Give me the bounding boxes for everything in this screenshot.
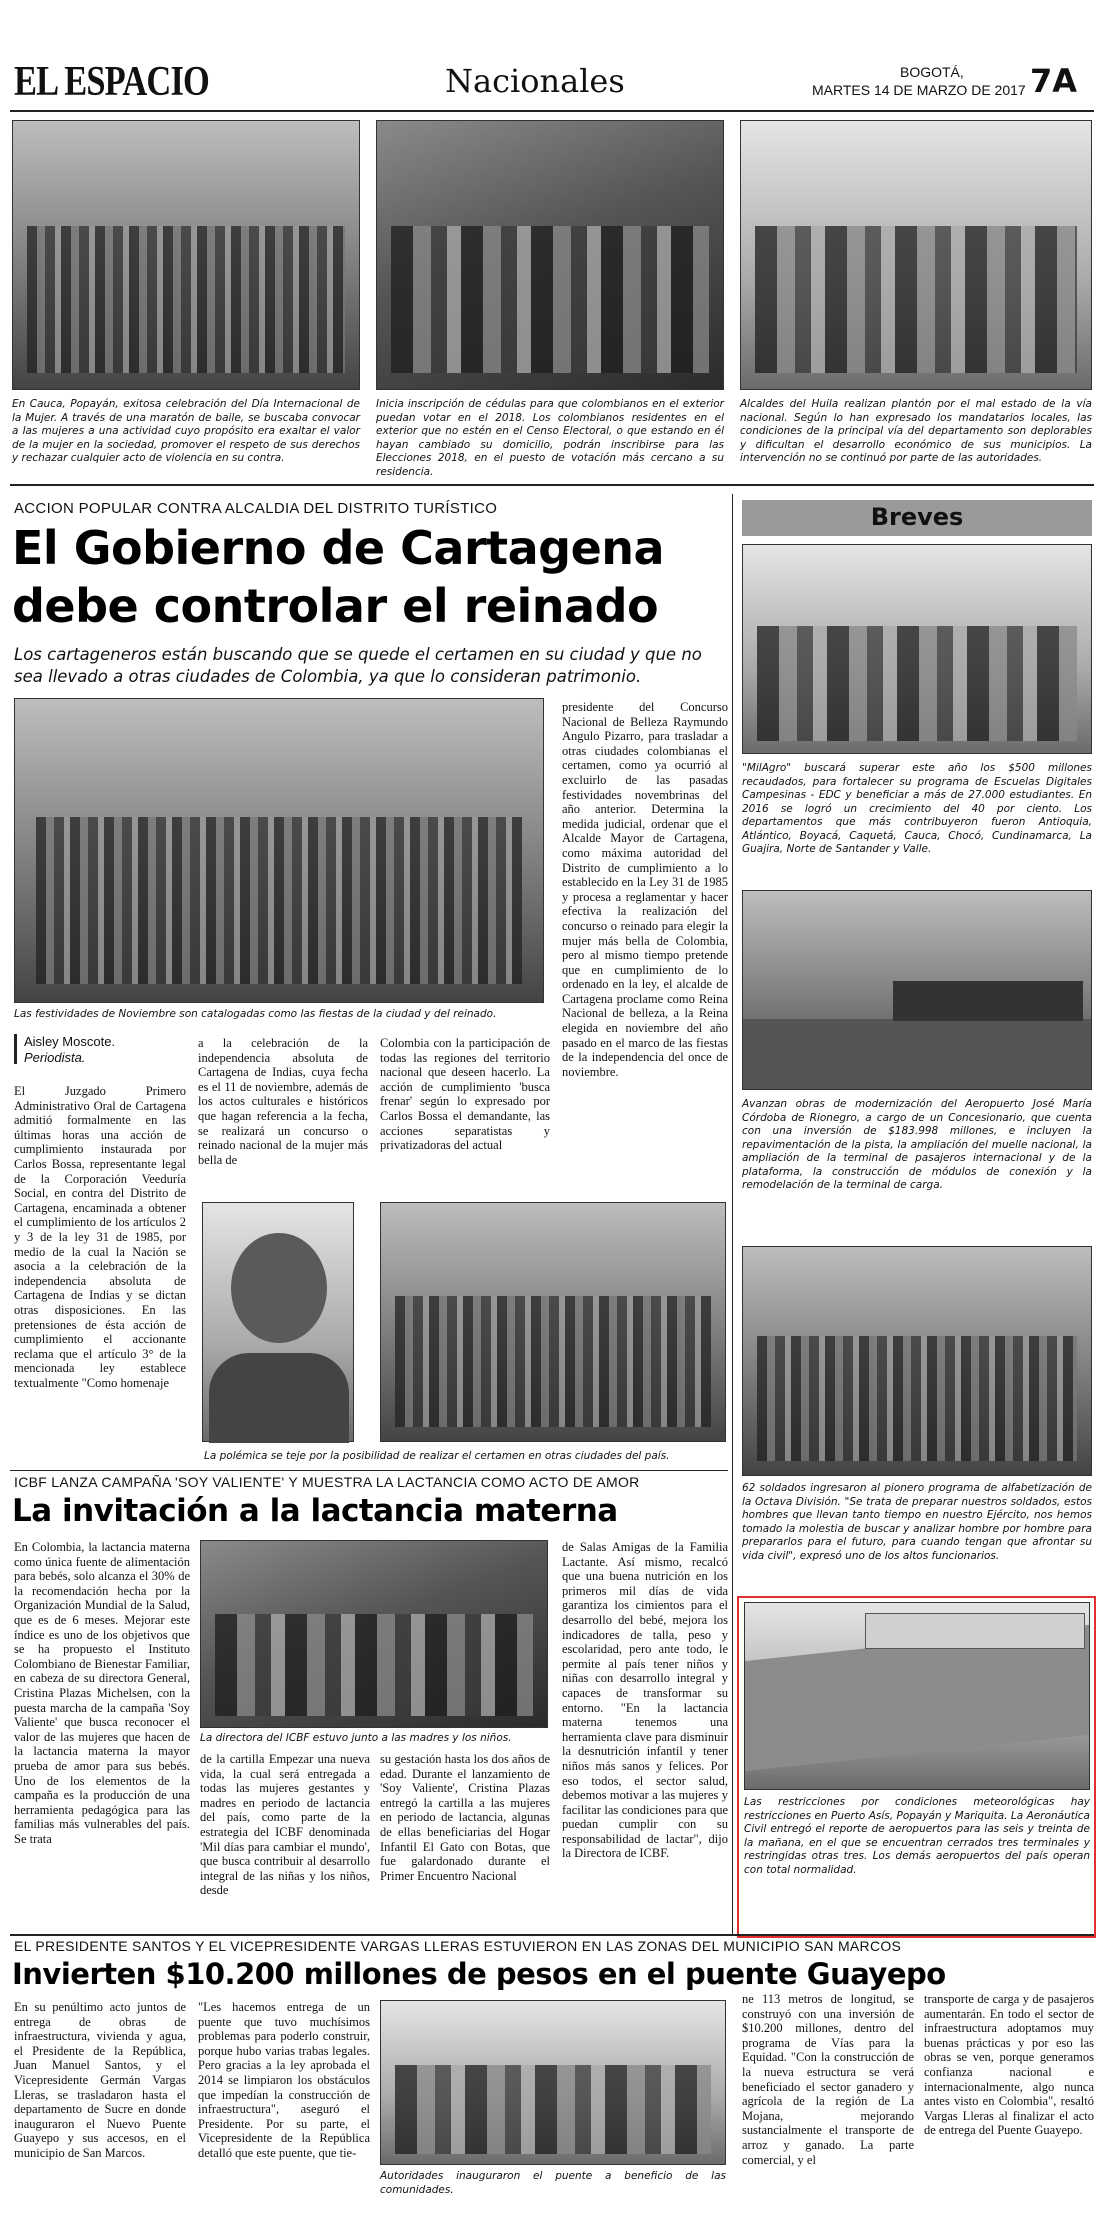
caption-soldiers: 62 soldados ingresaron al pionero programa de alfabetización de la Octava División. "Se trata de preparar nuestros soldados, estos hombres que llevan tanto tiempo en nuestro Ejército, nos hemos tomado la molestia de buscar y analizar hombre por hombre para prepararlos para el futuro, para cuando tengan que afrontar su vida civil", expresó uno de los altos funcionarios. bbox=[742, 1482, 1092, 1562]
article3-col2: "Les hacemos entrega de un puente que tuvo muchísimos problemas para poderlo construir, porque hubo varias trabas legales. Pero gracias a la ley aprobada el 2014 se limpiaron los obstáculos que impedían la construcción de infraestructura", aseguró el Presidente. Por su parte, el Vicepresidente de la República detalló que este puente, que tie- bbox=[198, 2000, 370, 2160]
article2-kicker: ICBF LANZA CAMPAÑA 'SOY VALIENTE' Y MUESTRA LA LACTANCIA COMO ACTO DE AMOR bbox=[14, 1474, 640, 1490]
article3-top-rule bbox=[10, 1934, 1094, 1936]
airport-terminal bbox=[893, 981, 1083, 1021]
photo-huila-mayors bbox=[740, 120, 1092, 390]
article1-kicker: ACCION POPULAR CONTRA ALCALDIA DEL DISTRITO TURÍSTICO bbox=[14, 500, 498, 517]
portrait-figure bbox=[231, 1233, 327, 1343]
photo-milagro bbox=[742, 544, 1092, 754]
page-number: 7A bbox=[1030, 62, 1078, 100]
article2-col3: su gestación hasta los dos años de edad. Durante el lanzamiento de 'Soy Valiente', Cristina Plazas entregó la cartilla a las mujeres en periodo de lactancia, algunas de ellas beneficiarias del Hogar Infantil El Gato con Botas, que fue galardonado durante el Primer Encuentro Nacional bbox=[380, 1752, 550, 1883]
photo-airport-rionegro bbox=[742, 890, 1092, 1090]
article1-col4: presidente del Concurso Nacional de Belleza Raymundo Angulo Pizarro, para trasladar a otras ciudades colombianas el certamen, como ya ocurrió al excluirlo de las pasadas festividades novembrinas del año anterior. Determina la medida judicial, ordenar que el Alcalde Mayor de Cartagena, como máxima autoridad del Distrito de cumplimiento a lo establecido en la Ley 31 de 1985 y procesa a reglamentar y hacer efectiva la realización del concurso o reinado para elegir la mujer más bella de Colombia, pero al mismo tiempo pretende que en cumplimiento de lo ordenado en la ley, el alcalde de Cartagena proclame como Reina Nacional de belleza, a la Reina elegida en noviembre del año pasado en el marco de las fiestas de la independencia del once de noviembre. bbox=[562, 700, 728, 1079]
caption-icbf: La directora del ICBF estuvo junto a las madres y los niños. bbox=[200, 1732, 512, 1744]
photo-icbf bbox=[200, 1540, 548, 1728]
top-strip-rule bbox=[10, 484, 1094, 486]
article2-col1: En Colombia, la lactancia materna como única fuente de alimentación para bebés, solo alcanza el 30% de la recomendación hecha por la Organización Mundial de la Salud, que es de 6 meses. Mejorar este índice es uno de los objetivos que se ha propuesto el Instituto Colombiano de Bienestar Familiar, en cabeza de su directora General, Cristina Plazas Michelsen, con la puesta marcha de la campaña 'Soy Valiente' que busca reconocer el valor de las mujeres que hacen de la lactancia materna la mayor prueba de amor para sus bebés. Uno de los elementos de la campaña es la producción de una herramienta pedagógica para las familias más vulnerables del país. Se trata bbox=[14, 1540, 190, 1846]
article1-col3: Colombia con la participación de todas las regiones del territorio nacional que deseen hacerlo. La acción de cumplimiento 'busca frenar' según lo expresado por Carlos Bossa el demandante, las acciones separatistas y privatizadoras del actual bbox=[380, 1036, 550, 1153]
article1-col2: a la celebración de la independencia absoluta de Cartagena de Indias, cuya fecha es el 11 de noviembre, además de los actos culturales e históricos que hagan referencia a la fecha, se realizará un concurso o reinado nacional de la mujer más bella de bbox=[198, 1036, 368, 1167]
article1-author: Aisley Moscote. bbox=[24, 1034, 116, 1049]
photo-guayepo bbox=[380, 2000, 726, 2165]
caption-polemica: La polémica se teje por la posibilidad de realizar el certamen en otras ciudades del país. bbox=[204, 1450, 670, 1462]
airport-runway bbox=[743, 1019, 1091, 1089]
article2-col2: de la cartilla Empezar una nueva vida, la cual será entregada a todas las mujeres gestantes y madres en periodo de lactancia del país, como parte de la estrategia del ICBF denominada 'Mil días para cambiar el mundo', que busca contribuir al desarrollo integral de las niñas y los niños, desde bbox=[200, 1752, 370, 1898]
article1-author-role: Periodista. bbox=[24, 1050, 86, 1065]
caption-rionegro: Avanzan obras de modernización del Aeropuerto José María Córdoba de Rionegro, a cargo de un Concesionario, que cuenta con una inversión de $183.998 millones, e incluyen la repavimentación de la pista, la ampliación del muelle nacional, la ampliación de la terminal de pasajeros internacional y de la plataforma, la construcción de módulos de conexión y la remodelación de la terminal de carga. bbox=[742, 1098, 1092, 1191]
breves-banner bbox=[742, 500, 1092, 536]
article2-headline: La invitación a la lactancia materna bbox=[12, 1493, 618, 1529]
photo-portrait bbox=[202, 1202, 354, 1442]
caption-restricciones: Las restricciones por condiciones meteorológicas hay restricciones en Puerto Asís, Popayán y Mariquita. La Aeronáutica Civil entregó el reporte de aeropuertos para las seis y treinta de la mañana, en el que se encuentran cerrados tres terminales y restringidas otras tres. Los demás aeropuertos del país operan con total normalidad. bbox=[744, 1796, 1090, 1876]
article1-deck: Los cartageneros están buscando que se quede el certamen en su ciudad y que no sea llevado a otras ciudades de Colombia, ya que lo consideran patrimonio. bbox=[14, 645, 702, 686]
caption-huila: Alcaldes del Huila realizan plantón por el mal estado de la vía nacional. Según lo han expresado los mandatarios locales, las condiciones de la principal vía del departamento son deplorables y dificultan el desarrollo económico de sus municipios. La intervención no se continuó por parte de las autoridades. bbox=[740, 398, 1092, 464]
article3-col3: ne 113 metros de longitud, se construyó con una inversión de $10.200 millones, dentro del programa de Vías para la Equidad. "Con la construcción de la nueva estructura se verá beneficiado el sector ganadero y agrícola de la región de La Mojana, mejorando sustancialmente el transporte de arroz y ganado. La parte comercial, y el bbox=[742, 1992, 914, 2167]
photo-pageant bbox=[14, 698, 544, 1003]
caption-milagro: "MilAgro" buscará superar este año los $500 millones recaudados, para fortalecer su programa de Escuelas Digitales Campesinas - EDC y beneficiar a más de 27.000 estudiantes. En 2016 se logró un crecimiento del 40 por ciento. Los departamentos que más contribuyeron fueron Antioquia, Atlántico, Boyacá, Caquetá, Cauca, Chocó, Cundinamarca, La Guajira, Norte de Santander y Valle. bbox=[742, 762, 1092, 855]
article3-col4: transporte de carga y de pasajeros aumentarán. En todo el sector de infraestructura adoptamos muy buenas prácticas y por eso las obras se ven, porque generamos confianza nacional e internacionalmente, algo nunca antes visto en Colombia", resaltó Vargas Lleras al finalizar el acto de entrega del Puente Guayepo. bbox=[924, 1992, 1094, 2138]
caption-cauca: En Cauca, Popayán, exitosa celebración del Día Internacional de la Mujer. A través de una maratón de baile, se buscaba convocar a las mujeres a una actividad cuyo propósito era exaltar el valor de la mujer en la sociedad, promover el respeto de sus derechos y rechazar cualquier acto de violencia en su contra. bbox=[12, 398, 360, 464]
highlight-box bbox=[737, 1596, 1096, 1938]
photo-cauca-dance bbox=[12, 120, 360, 390]
portrait-shoulders bbox=[209, 1353, 349, 1443]
caption-cedulas: Inicia inscripción de cédulas para que colombianos en el exterior puedan votar en el 2018. Los colombianos residentes en el exterior que no estén en el Censo Electoral, o que estando en él hayan cambiado su domicilio, podrán inscribirse para las Elecciones 2018, en el puesto de votación más cercano a su residencia. bbox=[376, 398, 724, 478]
article2-col4: de Salas Amigas de la Familia Lactante. Así mismo, recalcó que una buena nutrición en los primeros mil días de vida garantiza los cimientos para el desarrollo del bebé, mejora los indicadores de talla, peso y escolaridad, pero ante todo, le permite al país tener niños y niñas con desarrollo integral y capaces de transformar su entorno. "En la lactancia materna tenemos una herramienta clave para disminuir la desnutrición infantil y tener niños más sanos y felices. Por eso todos, el sector salud, debemos motivar a las mujeres y facilitar las condiciones para que puedan cumplir con su responsabilidad de lactar", dijo la Directora de ICBF. bbox=[562, 1540, 728, 1861]
caption-pageant: Las festividades de Noviembre son catalogadas como las fiestas de la ciudad y del reinado. bbox=[14, 1008, 497, 1020]
section-title: Nacionales bbox=[445, 62, 625, 100]
article1-headline-line2: debe controlar el reinado bbox=[12, 579, 659, 633]
article3-headline: Invierten $10.200 millones de pesos en el puente Guayepo bbox=[12, 1957, 946, 1991]
article1-headline-line1: El Gobierno de Cartagena bbox=[12, 521, 665, 575]
caption-guayepo: Autoridades inauguraron el puente a beneficio de las comunidades. bbox=[380, 2170, 726, 2196]
article1-col1: El Juzgado Primero Administrativo Oral de Cartagena admitió formalmente en las últimas horas una acción de cumplimiento instaurada por Carlos Bossa, representante legal de la Corporación Veeduría Social, en contra del Distrito de Cartagena, encaminada a obtener el cumplimiento de los artículos 2 y 3 de la ley 31 de 1985, por medio de la cual la Nación se asocia a la celebración de la independencia absoluta de Cartagena de Indias y se dictan otras disposiciones. En las pretensiones de ésta acción de cumplimiento el accionante reclama que el artículo 3° de la mencionada ley establece textualmente "Como homenaje bbox=[14, 1084, 186, 1390]
photo-carnival bbox=[380, 1202, 726, 1442]
masthead-city: BOGOTÁ, bbox=[900, 64, 964, 80]
breves-title: Breves bbox=[870, 503, 964, 531]
article1-bottom-rule bbox=[10, 1470, 728, 1471]
article3-col1: En su penúltimo acto juntos de entrega de obras de infraestructura, vivienda y agua, el Presidente de la República, Juan Manuel Santos, y el Vicepresidente Germán Vargas Lleras, se trasladaron hasta el departamento de Sucre en donde inauguraron el Nuevo Puente Guayepo y sus accesos, en el municipio de San Marcos. bbox=[14, 2000, 186, 2160]
article3-kicker: EL PRESIDENTE SANTOS Y EL VICEPRESIDENTE VARGAS LLERAS ESTUVIERON EN LAS ZONAS DEL MUNICIPIO SAN MARCOS bbox=[14, 1938, 902, 1954]
photo-soldiers bbox=[742, 1246, 1092, 1476]
column-divider bbox=[732, 494, 733, 1934]
photo-cedulas bbox=[376, 120, 724, 390]
masthead-date: MARTES 14 DE MARZO DE 2017 bbox=[812, 82, 1026, 98]
masthead-rule bbox=[10, 110, 1094, 112]
article1-author-bar bbox=[14, 1034, 17, 1064]
newspaper-logo: EL ESPACIO bbox=[14, 59, 209, 105]
